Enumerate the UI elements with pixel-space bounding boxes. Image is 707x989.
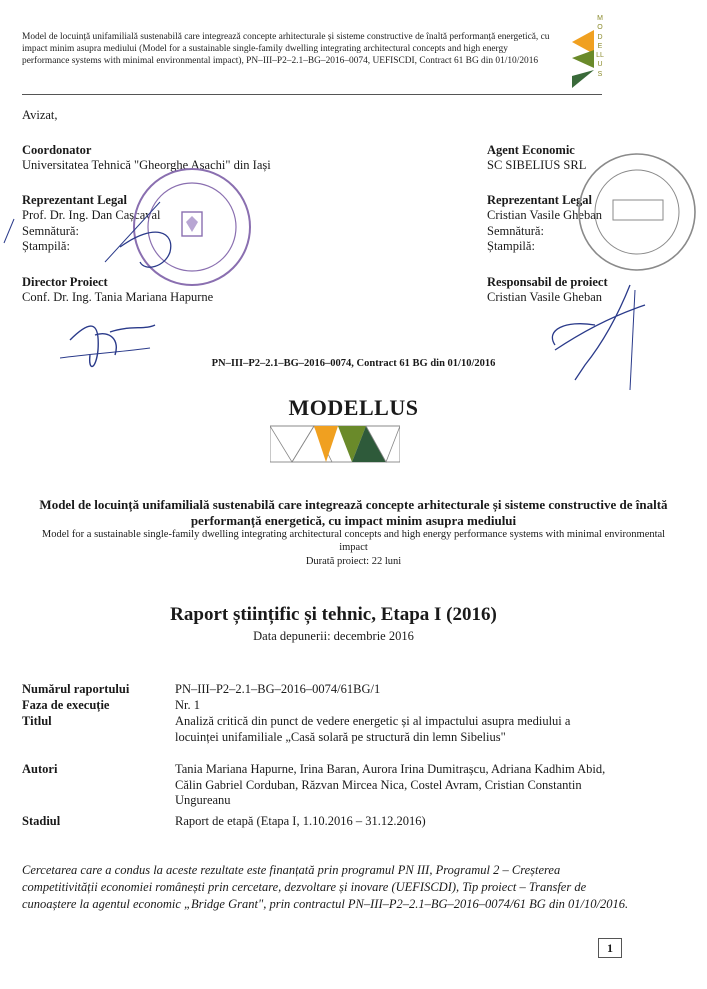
coordinator-title: Coordonator [22, 143, 92, 157]
header-logo-letters: M O D E LL U S [596, 15, 604, 78]
responsible-signature [535, 270, 665, 400]
field-label-status: Stadiul [22, 814, 61, 828]
field-value-report-number: PN–III–P2–2.1–BG–2016–0074/61BG/1 [175, 682, 381, 696]
header-logo-icon [566, 28, 598, 90]
project-duration: Durată proiect: 22 luni [305, 556, 402, 567]
margin-mark [0, 215, 20, 245]
report-title: Raport științific și tehnic, Etapa I (2016) [170, 604, 497, 625]
running-header: Model de locuință unifamilială sustenabilă care integrează concepte arhitecturale și sisteme constructive de înaltă performanță energetică, cu impact minim asupra mediului (Model for a sustainable single-family dwelling integrating architectural concepts and high energy performance systems with minimal environmental impact), PN–III–P2–2.1–BG–2016–0074, UEFISCDI, Contract 61 BG din 01/10/2016 [22, 32, 550, 67]
modellus-title: MODELLUS [288, 395, 419, 420]
right-rep-title: Reprezentant Legal [487, 193, 592, 207]
field-value-title: Analiză critică din punct de vedere energetic și al impactului asupra mediului a locuinței unifamiliale „Casă solară pe structură din lemn Sibelius" [175, 714, 571, 744]
project-title-ro: Model de locuință unifamilială sustenabilă care integrează concepte arhitecturale și sisteme constructive de înaltă performanță energetică, cu impact minim asupra mediului [39, 497, 668, 528]
report-date: Data depunerii: decembrie 2016 [253, 629, 414, 643]
page-number: 1 [598, 938, 622, 958]
university-stamp [100, 162, 270, 292]
director-signature [60, 310, 160, 380]
left-stamp-label: Ștampilă: [22, 239, 70, 253]
header-divider [22, 94, 602, 95]
right-signature-label: Semnătură: [487, 224, 544, 238]
field-value-phase: Nr. 1 [175, 698, 200, 712]
modellus-logo [270, 425, 400, 463]
field-label-report-number: Numărul raportului [22, 682, 130, 696]
left-rep-title: Reprezentant Legal [22, 193, 127, 207]
field-value-status: Raport de etapă (Etapa I, 1.10.2016 – 31.12.2016) [175, 814, 426, 828]
agent-title: Agent Economic [487, 143, 575, 157]
left-signature-label: Semnătură: [22, 224, 79, 238]
director-name: Conf. Dr. Ing. Tania Mariana Hapurne [22, 290, 214, 304]
director-title: Director Proiect [22, 275, 108, 289]
funding-note: Cercetarea care a condus la aceste rezultate este finanțată prin programul PN III, Programul 2 – Creșterea competitivității economiei românești prin cercetare, dezvoltare și inovare (UEFISCDI), Tip proiect – Transfer de cunoaștere la agentul economic „Bridge Grant", prin contractul PN–III–P2–2.1–BG–2016–0074/61 BG din 01/10/2016. [22, 863, 629, 911]
contract-line: PN–III–P2–2.1–BG–2016–0074, Contract 61 BG din 01/10/2016 [211, 358, 496, 369]
responsible-title: Responsabil de proiect [487, 275, 608, 289]
avizat-label: Avizat, [22, 108, 58, 122]
project-title-en: Model for a sustainable single-family dwelling integrating architectural concepts and high energy performance systems with minimal environmental impact [41, 529, 666, 553]
right-stamp-label: Ștampilă: [487, 239, 535, 253]
coordinator-name: Universitatea Tehnică "Gheorghe Asachi" din Iași [22, 158, 271, 172]
field-value-authors: Tania Mariana Hapurne, Irina Baran, Aurora Irina Dumitrașcu, Adriana Kadhim Abid, Călin Gabriel Corduban, Răzvan Mircea Nica, Costel Avram, Cristian Constantin Ungureanu [175, 762, 606, 807]
company-stamp [575, 150, 700, 275]
responsible-name: Cristian Vasile Gheban [487, 290, 603, 304]
right-rep-name: Cristian Vasile Gheban [487, 208, 603, 222]
field-label-title: Titlul [22, 714, 52, 728]
left-rep-name: Prof. Dr. Ing. Dan Cașcaval [22, 208, 161, 222]
field-label-authors: Autori [22, 762, 58, 776]
field-label-phase: Faza de execuție [22, 698, 110, 712]
agent-name: SC SIBELIUS SRL [487, 158, 587, 172]
